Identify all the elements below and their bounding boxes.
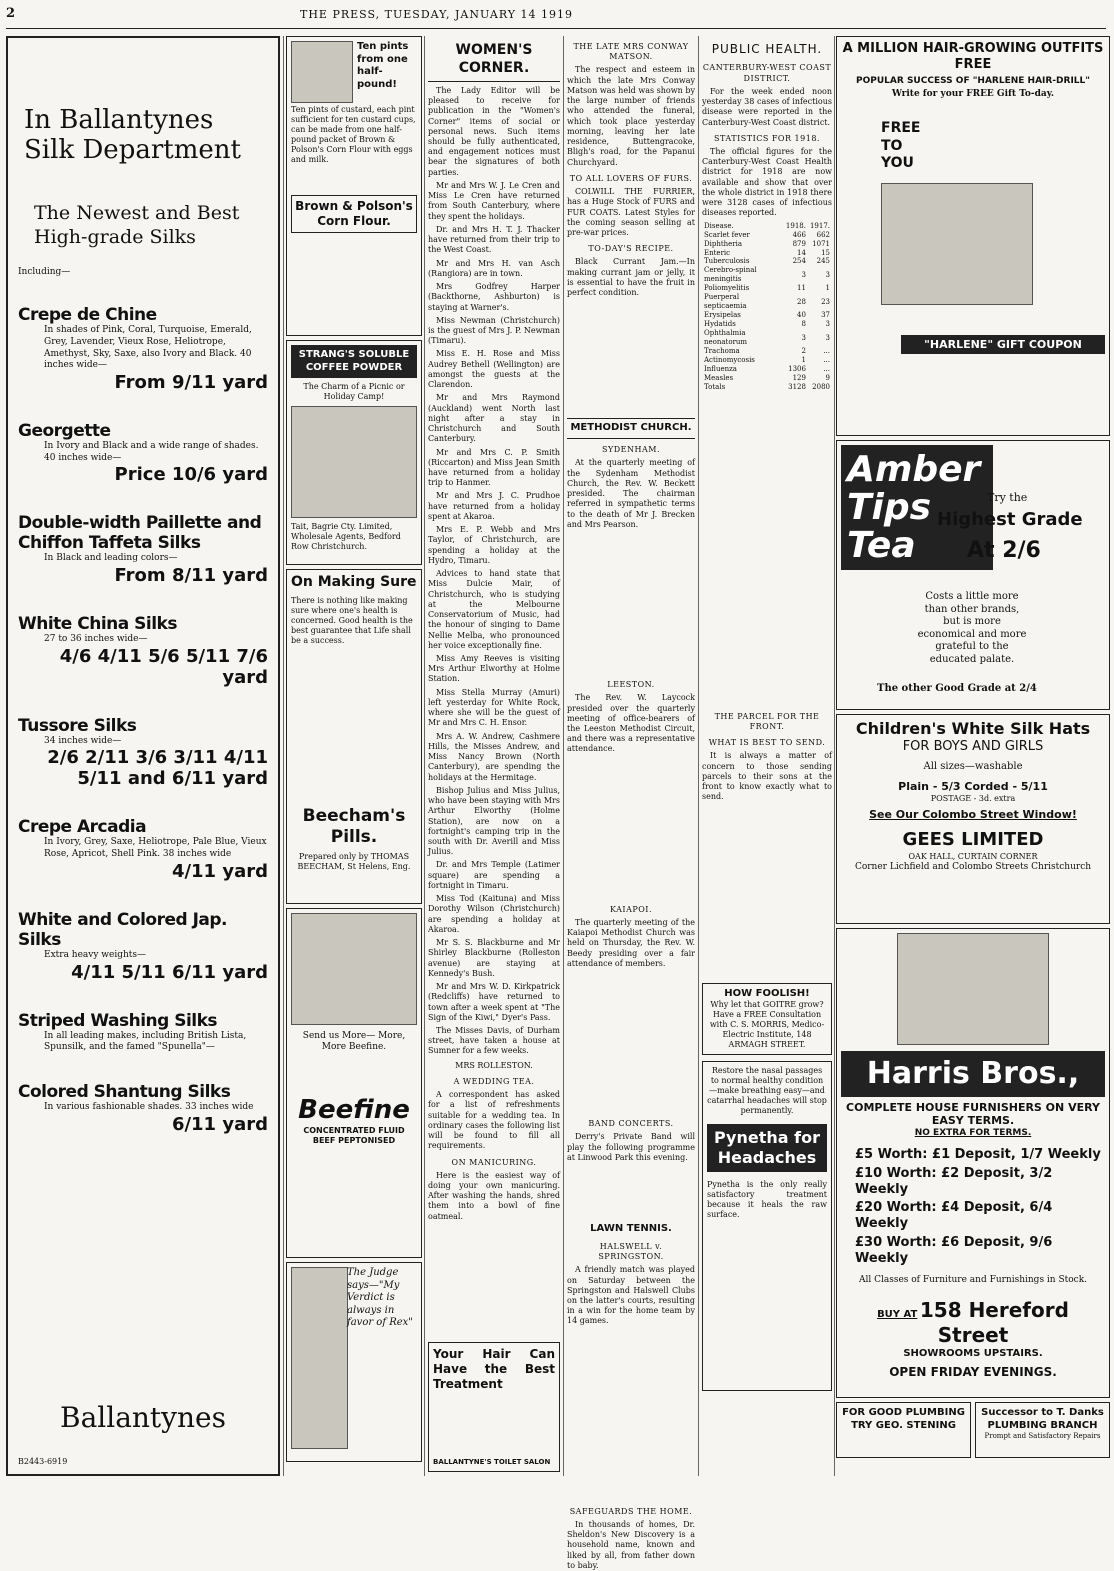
beecham-body: There is nothing like making sure where one's health is concerned. Good health is the best guarantee that Life shall be a success. bbox=[291, 595, 413, 645]
parcel-head: THE PARCEL FOR THE FRONT. bbox=[714, 711, 820, 731]
table-cell: Poliomyelitis bbox=[704, 284, 750, 293]
payment-term: £30 Worth: £6 Deposit, 9/6 Weekly bbox=[855, 1234, 1053, 1266]
band-head: BAND CONCERTS. bbox=[588, 1119, 674, 1129]
silk-name: Tussore Silks bbox=[18, 715, 137, 736]
silk-item bbox=[18, 817, 268, 881]
table-cell: Puerperal septicaemia bbox=[704, 293, 747, 311]
silk-price: 4/11 yard bbox=[171, 860, 268, 882]
social-note: Miss Tod (Kaituna) and Miss Dorothy Wilson (Christchurch) are spending a holiday at Akaroa. bbox=[428, 894, 560, 934]
table-cell: 662 bbox=[816, 230, 830, 239]
band-text: Derry's Private Band will play the following programme at Linwood Park this evening. bbox=[567, 1132, 695, 1162]
beefine-ad bbox=[286, 908, 422, 1258]
table-cell: Cerebro-spinal meningitis bbox=[704, 266, 757, 284]
strang-foot: Tait, Bagrie Cty. Limited, Wholesale Agents, Bedford Row Christchurch. bbox=[291, 522, 401, 551]
obit-text: The respect and esteem in which the late Mrs Conway Matson was held was shown by the large number of friends who attended the funeral, which took place yesterday morning, leaving her late residence, Buttengracoke, Bligh's road, for the Papanui Churchyard. bbox=[567, 65, 695, 167]
table-cell: 2080 bbox=[812, 382, 830, 391]
hair-foot: BALLANTYNE'S TOILET SALON bbox=[433, 1458, 551, 1467]
fur-text: COLWILL THE FURRIER, has a Huge Stock of FURS and FUR COATS. Latest Styles for the coming season selling at pre-war prices. bbox=[567, 187, 695, 237]
table-cell: 3128 bbox=[788, 382, 806, 391]
silk-price: 4/6 4/11 5/6 5/11 7/6 yard bbox=[59, 645, 268, 688]
social-note: Miss Stella Murray (Amuri) left yesterday for White Rock, where she will be the guest of Mr and Mrs C. H. Ensor. bbox=[428, 687, 560, 728]
stats-head: STATISTICS FOR 1918. bbox=[714, 133, 820, 143]
table-cell: 129 bbox=[792, 373, 806, 382]
table-row bbox=[702, 257, 832, 266]
table-cell: Influenza bbox=[704, 364, 737, 373]
strang-sub: The Charm of a Picnic or Holiday Camp! bbox=[303, 382, 405, 401]
table-cell: Totals bbox=[704, 382, 726, 391]
harris-stock: All Classes of Furniture and Furnishings in Stock. bbox=[858, 1275, 1088, 1285]
table-cell: 3 bbox=[801, 333, 806, 342]
safeguard-head: SAFEGUARDS THE HOME. bbox=[569, 1506, 693, 1516]
gees-ad bbox=[836, 714, 1110, 924]
beefine-brand: Beefine bbox=[298, 1094, 410, 1125]
health-title: PUBLIC HEALTH. bbox=[711, 42, 823, 56]
harris-open: OPEN FRIDAY EVENINGS. bbox=[889, 1364, 1057, 1379]
table-cell: 8 bbox=[801, 320, 806, 329]
table-cell: 3 bbox=[825, 320, 830, 329]
social-note: The Lady Editor will be pleased to receive for publication in the "Women's Corner" items of social or personal news. Such items should be fully authenticated, and engagement notices must bear the signatures of both parties. bbox=[428, 85, 560, 177]
silk-name: Double-width Paillette and Chiffon Taffeta Silks bbox=[18, 513, 262, 554]
social-note: The Misses Davis, of Durham street, have taken a house at Sumner for a few weeks. bbox=[428, 1025, 560, 1056]
social-note: Miss Newman (Christchurch) is the guest of Mrs J. P. Newman (Timaru). bbox=[428, 315, 560, 346]
table-row bbox=[702, 249, 832, 258]
table-cell: Ophthalmia neonatorum bbox=[704, 329, 748, 347]
leeston-head: LEESTON. bbox=[607, 680, 655, 690]
harlene-outfit-illustration bbox=[881, 183, 1033, 305]
amber-other: The other Good Grade at 2/4 bbox=[877, 682, 1037, 694]
gees-postage: POSTAGE - 3d. extra bbox=[930, 793, 1016, 803]
silk-desc: 34 inches wide— bbox=[44, 735, 122, 746]
table-row bbox=[702, 374, 832, 383]
social-note: Mrs A. W. Andrew, Cashmere Hills, the Misses Andrew, and Miss Nancy Brown (North Canterbury), are spending the holidays at the Hermitage. bbox=[428, 731, 560, 782]
social-note: Mr and Mrs H. van Asch (Rangiora) are in town. bbox=[428, 258, 560, 278]
stats-intro: The official figures for the Canterbury-West Coast Health district for 1918 are now available and show that over the whole district in 1918 there were 3128 cases of infectious diseases reported. bbox=[702, 147, 832, 218]
gees-addr2: Corner Lichfield and Colombo Streets Christchurch bbox=[854, 861, 1092, 872]
news-column bbox=[567, 36, 695, 1570]
ad-heading: In Ballantynes Silk Department bbox=[24, 105, 241, 165]
beecham-foot: Prepared only by THOMAS BEECHAM, St Helens, Eng. bbox=[297, 852, 411, 871]
goitre-ad bbox=[702, 983, 832, 1056]
masthead bbox=[0, 0, 1114, 30]
harris-brand: Harris Bros., bbox=[841, 1051, 1105, 1097]
table-row bbox=[702, 356, 832, 365]
danks-ad bbox=[975, 1402, 1110, 1458]
table-cell: 23 bbox=[821, 297, 830, 306]
table-header: Disease. bbox=[704, 221, 734, 230]
goitre-body: Why let that GOITRE grow? Have a FREE Consultation with C. S. MORRIS, Medico-Electric Institute, 148 ARMAGH STREET. bbox=[709, 1000, 825, 1050]
amber-tips-ad bbox=[836, 440, 1110, 710]
harris-sub: COMPLETE HOUSE FURNISHERS ON VERY EASY TERMS. bbox=[846, 1100, 1100, 1128]
amber-brand: Amber Tips Tea bbox=[841, 445, 993, 570]
column-rule bbox=[563, 36, 564, 1476]
silk-desc: In Ivory, Grey, Saxe, Heliotrope, Pale Blue, Vieux Rose, Apricot, Shell Pink. 38 inches wide bbox=[44, 837, 267, 860]
harlene-head: A MILLION HAIR-GROWING OUTFITS FREE bbox=[842, 41, 1104, 73]
judge-illustration bbox=[291, 1267, 348, 1449]
silk-item bbox=[18, 305, 268, 393]
silk-name: White and Colored Jap. Silks bbox=[18, 909, 228, 950]
table-cell: 11 bbox=[797, 284, 806, 293]
social-note: Mrs Godfrey Harper (Backthorne, Ashburton) is staying at Warner's. bbox=[428, 282, 560, 312]
cook-illustration bbox=[291, 41, 353, 103]
silk-price: Price 10/6 yard bbox=[114, 464, 268, 486]
silk-item bbox=[18, 1011, 268, 1054]
table-cell: 2 bbox=[801, 346, 806, 355]
table-row bbox=[702, 329, 832, 347]
table-header: 1918. bbox=[785, 221, 806, 230]
church-sub: SYDENHAM. bbox=[601, 445, 660, 455]
table-cell: Trachoma bbox=[704, 346, 740, 355]
silk-item bbox=[18, 513, 268, 586]
table-cell: 254 bbox=[792, 257, 806, 266]
silk-name: Striped Washing Silks bbox=[18, 1010, 218, 1031]
amber-price: At 2/6 bbox=[967, 538, 1041, 563]
table-row bbox=[702, 293, 832, 311]
silk-price: 4/11 5/11 6/11 yard bbox=[71, 961, 268, 983]
table-row bbox=[702, 320, 832, 329]
harris-addr: 158 Hereford Street bbox=[919, 1298, 1069, 1348]
brown-polson-ad bbox=[286, 36, 422, 336]
column-rule bbox=[424, 36, 425, 1476]
recipe-text: Black Currant Jam.—In making currant jam or jelly, it is essential to have the fruit in perfect condition. bbox=[567, 257, 695, 298]
kaiapoi-head: KAIAPOI. bbox=[609, 904, 652, 914]
silk-desc: In various fashionable shades. 33 inches wide bbox=[44, 1101, 254, 1112]
table-cell: 15 bbox=[821, 248, 830, 257]
silk-name: Georgette bbox=[18, 421, 111, 442]
harris-terms bbox=[841, 1147, 1105, 1267]
silk-item bbox=[18, 421, 268, 485]
disease-table bbox=[702, 222, 832, 392]
table-cell: Hydatids bbox=[704, 320, 736, 329]
table-cell: ... bbox=[823, 364, 830, 373]
table-row bbox=[702, 347, 832, 356]
harlene-sub: POPULAR SUCCESS OF "HARLENE HAIR-DRILL" bbox=[856, 75, 1090, 86]
beefine-top: Send us More— More, More Beefine. bbox=[302, 1031, 406, 1053]
silk-desc: In all leading makes, including British Lista, Spunsilk, and the famed "Spunella"— bbox=[44, 1030, 247, 1053]
womens-paragraphs bbox=[428, 86, 560, 1057]
social-note: Dr. and Mrs Temple (Latimer square) are spending a fortnight in Timaru. bbox=[428, 860, 560, 890]
safeguard-text: In thousands of homes, Dr. Sheldon's New Discovery is a household name, known and liked by all, from father down to baby. bbox=[567, 1519, 695, 1570]
harris-ad bbox=[836, 928, 1110, 1398]
table-row bbox=[702, 240, 832, 249]
table-row bbox=[702, 266, 832, 284]
fur-head: TO ALL LOVERS OF FURS. bbox=[569, 173, 693, 183]
table-cell: Enteric bbox=[704, 248, 731, 257]
gees-head: Children's White Silk Hats bbox=[855, 719, 1091, 738]
payment-term: £10 Worth: £2 Deposit, 3/2 Weekly bbox=[855, 1165, 1053, 1197]
harlene-coupon: "HARLENE" GIFT COUPON bbox=[901, 335, 1105, 355]
payment-term: £20 Worth: £4 Deposit, 6/4 Weekly bbox=[855, 1200, 1053, 1232]
beecham-brand: Beecham's Pills. bbox=[302, 805, 406, 847]
beecham-ad bbox=[286, 569, 422, 904]
health-intro: For the week ended noon yesterday 38 cases of infectious disease were reported in the Canterbury-West Coast district. bbox=[702, 86, 832, 127]
gees-brand: GEES LIMITED bbox=[902, 829, 1044, 851]
social-note: Dr. and Mrs H. T. J. Thacker have returned from their trip to the West Coast. bbox=[428, 224, 560, 255]
beefine-sub: CONCENTRATED FLUID BEEF PEPTONISED bbox=[303, 1126, 405, 1145]
harlene-line: Write for your FREE Gift To-day. bbox=[891, 88, 1055, 99]
brown-body: Ten pints of custard, each pint sufficient for ten custard cups, can be made from one half-pound packet of Brown & Polson's Corn Flour with eggs and milk. bbox=[291, 105, 416, 164]
gees-addr: OAK HALL, CURTAIN CORNER bbox=[908, 851, 1038, 861]
pynetha-ad bbox=[702, 1061, 832, 1391]
bull-illustration bbox=[291, 913, 417, 1025]
table-row bbox=[702, 231, 832, 240]
church-head: METHODIST CHURCH. bbox=[567, 418, 695, 439]
silk-item bbox=[18, 614, 268, 688]
signoff: MRS ROLLESTON. bbox=[455, 1060, 533, 1070]
silk-item bbox=[18, 1082, 268, 1135]
ballantynes-brand: Ballantynes bbox=[60, 1401, 226, 1434]
silk-name: White China Silks bbox=[18, 614, 177, 635]
gees-sizes: All sizes—washable bbox=[923, 761, 1023, 773]
table-cell: 3 bbox=[825, 333, 830, 342]
table-cell: 1306 bbox=[788, 364, 806, 373]
table-cell: 37 bbox=[821, 311, 830, 320]
harris-buy: BUY AT bbox=[877, 1309, 918, 1321]
silk-desc: In shades of Pink, Coral, Turquoise, Emerald, Grey, Lavender, Vieux Rose, Heliotrope, Amethyst, Sky, Saxe, also Ivory and Black. 40 inches wide— bbox=[44, 325, 252, 371]
table-cell: 879 bbox=[792, 239, 806, 248]
social-note: Advices to hand state that Miss Dulcie Mair, of Christchurch, who is studying at the Melbourne Conservatorium of Music, had the honour of singing to Dame Nellie Melba, who pronounced her voice exceptionally fine. bbox=[428, 569, 560, 650]
silk-price: 6/11 yard bbox=[171, 1113, 268, 1135]
social-note: Mr and Mrs W. D. Kirkpatrick (Redcliffs) have returned to town after a week spent at "The Sign of the Kiwi," Dyer's Pass. bbox=[428, 982, 560, 1022]
page-number: 2 bbox=[6, 6, 16, 21]
goitre-head: HOW FOOLISH! bbox=[724, 987, 810, 999]
silk-items bbox=[18, 305, 268, 1134]
table-cell: Actinomycosis bbox=[704, 355, 755, 364]
hair-salon-ad bbox=[428, 1342, 560, 1472]
manicure-head: ON MANICURING. bbox=[451, 1157, 537, 1167]
right-ads-column bbox=[836, 36, 1110, 1476]
harlene-ad bbox=[836, 36, 1110, 436]
table-cell: 14 bbox=[797, 248, 806, 257]
wardrobe-illustration bbox=[897, 933, 1049, 1045]
gees-window: See Our Colombo Street Window! bbox=[869, 807, 1077, 821]
silk-item bbox=[18, 716, 268, 790]
social-note: Miss E. H. Rose and Miss Audrey Bethell (Wellington) are amongst the guests at the Clarendon. bbox=[428, 349, 560, 390]
parcel-text: It is always a matter of concern to those sending parcels to their sons at the front to know exactly what to send. bbox=[702, 751, 832, 802]
column-rule bbox=[283, 36, 284, 1476]
judge-ad bbox=[286, 1262, 422, 1462]
column-rule bbox=[834, 36, 835, 1476]
strang-head: STRANG'S SOLUBLE COFFEE POWDER bbox=[291, 345, 417, 378]
table-cell: 3 bbox=[825, 270, 830, 279]
lawn-text: A friendly match was played on Saturday between the Springston and Halswell Clubs on the latter's courts, resulting in a win for the home team by 14 games. bbox=[567, 1265, 695, 1326]
silk-desc: Extra heavy weights— bbox=[44, 949, 147, 960]
manicure-text: Here is the easiest way of doing your own manicuring. After washing the hands, shred them into a bowl of fine oatmeal. bbox=[428, 1170, 560, 1221]
harris-show: SHOWROOMS UPSTAIRS. bbox=[903, 1348, 1043, 1360]
judge-text: The Judge says—"My Verdict is always in favor of Rex" bbox=[347, 1267, 413, 1328]
health-sub: CANTERBURY-WEST COAST DISTRICT. bbox=[702, 63, 832, 83]
silk-price: From 8/11 yard bbox=[114, 565, 268, 587]
table-cell: 40 bbox=[797, 311, 806, 320]
table-cell: Scarlet fever bbox=[704, 230, 750, 239]
ballantynes-ad bbox=[6, 36, 280, 1476]
silk-price: From 9/11 yard bbox=[114, 372, 268, 394]
church-text: At the quarterly meeting of the Sydenham Methodist Church, the Rev. W. Beckett presided. The chairman referred in sympathetic terms to the death of Mr J. Brecken and Mrs Pearson. bbox=[567, 458, 695, 529]
lawn-head: LAWN TENNIS. bbox=[590, 1223, 672, 1235]
womens-title: WOMEN'S CORNER. bbox=[428, 42, 560, 82]
table-cell: 1071 bbox=[812, 239, 830, 248]
brown-head: Ten pints from one half-pound! bbox=[357, 41, 409, 90]
picnic-illustration bbox=[291, 406, 417, 518]
table-cell: Tuberculosis bbox=[704, 257, 750, 266]
pynetha-top: Restore the nasal passages to normal healthy condition—make breathing easy—and catarrhal headaches will stop permanently. bbox=[707, 1066, 827, 1116]
social-note: Bishop Julius and Miss Julius, who have been staying with Mrs Arthur Elworthy (Holme Station), are now on a fortnight's camping trip in the south with Dr. Averill and Miss Julius. bbox=[428, 785, 560, 857]
silk-desc: 27 to 36 inches wide— bbox=[44, 634, 148, 645]
silk-desc: In Black and leading colors— bbox=[44, 553, 178, 564]
leeston-text: The Rev. W. Laycock presided over the quarterly meeting of office-bearers of the Leeston Methodist Circuit, and there was a representative attendance. bbox=[567, 693, 695, 754]
table-cell: Measles bbox=[704, 373, 734, 382]
womens-corner bbox=[428, 36, 560, 1476]
ad-subheading: The Newest and Best High-grade Silks bbox=[34, 201, 240, 248]
column-rule bbox=[698, 36, 699, 1476]
silk-name: Crepe Arcadia bbox=[18, 817, 147, 838]
table-cell: 466 bbox=[792, 230, 806, 239]
silk-desc: In Ivory and Black and a wide range of shades. 40 inches wide— bbox=[44, 441, 259, 463]
health-column bbox=[702, 36, 832, 1476]
gees-sub: FOR BOYS AND GIRLS bbox=[902, 739, 1044, 754]
harris-noextra: NO EXTRA FOR TERMS. bbox=[914, 1128, 1032, 1138]
lawn-sub: HALSWELL v. SPRINGSTON. bbox=[598, 1241, 664, 1262]
harlene-free: FREE TO YOU bbox=[881, 120, 921, 171]
social-note: Mr S. S. Blackburne and Mr Shirley Blackburne (Rolleston avenue) are staying at Kennedy's Bush. bbox=[428, 938, 560, 978]
table-row bbox=[702, 365, 832, 374]
wedding-head: A WEDDING TEA. bbox=[453, 1076, 535, 1086]
recipe-head: TO-DAY'S RECIPE. bbox=[588, 244, 674, 254]
table-row bbox=[702, 383, 832, 392]
pynetha-body: Pynetha is the only really satisfactory treatment because it heals the raw surface. bbox=[707, 1180, 827, 1220]
table-cell: ... bbox=[823, 355, 830, 364]
including-label: Including— bbox=[18, 267, 71, 278]
stening-ad: FOR GOOD PLUMBING TRY GEO. STENING bbox=[836, 1402, 971, 1458]
masthead-rule bbox=[6, 28, 1106, 29]
silk-price: 2/6 2/11 3/6 3/11 4/11 5/11 and 6/11 yard bbox=[47, 747, 268, 790]
obit-head: THE LATE MRS CONWAY MATSON. bbox=[573, 42, 689, 62]
table-row bbox=[702, 311, 832, 320]
table-cell: Erysipelas bbox=[704, 311, 741, 320]
table-header: 1917. bbox=[809, 221, 830, 230]
plumbing-ads bbox=[836, 1402, 1110, 1462]
table-cell: 1 bbox=[825, 284, 830, 293]
table-cell: 28 bbox=[797, 297, 806, 306]
social-note: Miss Amy Reeves is visiting Mrs Arthur Elworthy at Holme Station. bbox=[428, 654, 560, 684]
parcel-sub: WHAT IS BEST TO SEND. bbox=[708, 738, 826, 748]
table-cell: 245 bbox=[816, 257, 830, 266]
social-note: Mr and Mrs W. J. Le Cren and Miss Le Cren have returned from South Canterbury, where they spent the holidays. bbox=[428, 180, 560, 221]
table-cell: 9 bbox=[825, 373, 830, 382]
social-note: Mr and Mrs J. C. Prudhoe have returned from a holiday spent at Akaroa. bbox=[428, 491, 560, 521]
kaiapoi-text: The quarterly meeting of the Kaiapoi Methodist Church was held on Thursday, the Rev. W. Beedy presiding over a fair attendance of members. bbox=[567, 917, 695, 968]
brown-brand: Brown & Polson's Corn Flour. bbox=[291, 195, 417, 233]
table-cell: ... bbox=[823, 346, 830, 355]
ad-code: B2443-6919 bbox=[18, 1457, 68, 1466]
table-cell: 3 bbox=[801, 270, 806, 279]
danks-sub: Prompt and Satisfactory Repairs bbox=[984, 1432, 1101, 1440]
strang-coffee-ad bbox=[286, 340, 422, 565]
silk-name: Crepe de Chine bbox=[18, 305, 157, 326]
social-note: Mr and Mrs Raymond (Auckland) went North last night after a stay in Christchurch and South Canterbury. bbox=[428, 393, 560, 444]
ads-column bbox=[286, 36, 422, 1476]
hair-head: Your Hair Can Have the Best Treatment bbox=[433, 1347, 555, 1391]
table-cell: 1 bbox=[801, 355, 806, 364]
payment-term: £5 Worth: £1 Deposit, 1/7 Weekly bbox=[855, 1147, 1101, 1163]
social-note: Mr and Mrs C. P. Smith (Riccarton) and Miss Jean Smith have returned from a holiday trip to Hanmer. bbox=[428, 447, 560, 488]
social-note: Mrs E. P. Webb and Mrs Taylor, of Christchurch, are spending a holiday at the Hydro, Timaru. bbox=[428, 525, 560, 565]
amber-try: Try the bbox=[987, 491, 1028, 504]
silk-name: Colored Shantung Silks bbox=[18, 1081, 231, 1102]
danks-head: Successor to T. Danks PLUMBING BRANCH bbox=[981, 1407, 1104, 1431]
silk-item bbox=[18, 910, 268, 983]
amber-grade: Highest Grade bbox=[937, 509, 1083, 530]
table-row bbox=[702, 284, 832, 293]
gees-prices: Plain - 5/3 Corded - 5/11 bbox=[898, 779, 1048, 793]
table-cell: Diphtheria bbox=[704, 239, 743, 248]
pynetha-brand: Pynetha for Headaches bbox=[707, 1124, 827, 1172]
masthead-title: THE PRESS, TUESDAY, JANUARY 14 1919 bbox=[300, 8, 574, 21]
amber-body: Costs a little more than other brands, but is more economical and more grateful to the educated palate. bbox=[917, 591, 1027, 665]
wedding-text: A correspondent has asked for a list of refreshments suitable for a wedding tea. In ordinary cases the following list will be found to fill all requirements. bbox=[428, 1090, 560, 1151]
beecham-head: On Making Sure bbox=[291, 574, 417, 590]
